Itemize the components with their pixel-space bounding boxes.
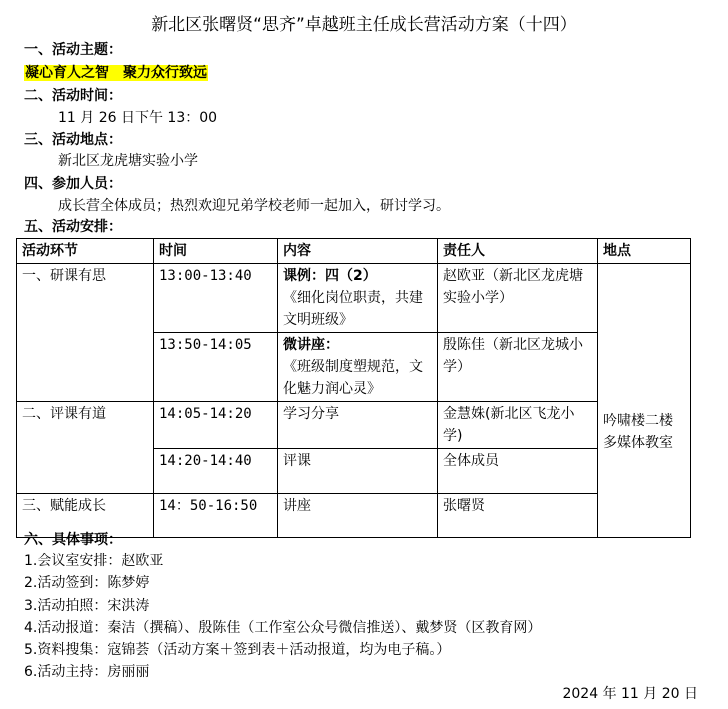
header-person: 责任人 [438, 239, 598, 264]
time-cell: 13:50-14:05 [154, 333, 278, 402]
content-cell [278, 264, 438, 333]
table-header-row [17, 239, 691, 264]
participants-heading: 四、参加人员： [24, 176, 122, 192]
person-cell: 赵欧亚（新北区龙虎塘实验小学） [438, 264, 598, 333]
time-cell: 14:05-14:20 [154, 402, 278, 449]
place-heading: 三、活动地点： [24, 132, 122, 148]
schedule-heading: 五、活动安排： [24, 219, 122, 235]
document-title: 新北区张曙贤“思齐”卓越班主任成长营活动方案（十四） [151, 15, 577, 35]
content-title: 微讲座： [283, 337, 339, 353]
list-item: 1.会议室安排：赵欧亚 [24, 553, 164, 569]
header-location: 地点 [598, 239, 691, 264]
content-text: 《细化岗位职责，共建文明班级》 [283, 290, 423, 328]
list-item: 2.活动签到：陈梦婷 [24, 575, 150, 591]
theme-heading: 一、活动主题： [24, 42, 122, 58]
content-title: 课例：四（2） [283, 268, 377, 284]
place-text: 新北区龙虎塘实验小学 [58, 153, 198, 169]
details-heading: 六、具体事项： [24, 532, 122, 548]
time-text: 11 月 26 日下午 13：00 [58, 110, 218, 126]
time-cell: 13:00-13:40 [154, 264, 278, 333]
header-content: 内容 [278, 239, 438, 264]
location-cell: 吟啸楼二楼多媒体教室 [598, 264, 691, 538]
header-stage: 活动环节 [17, 239, 154, 264]
stage-cell: 一、研课有思 [17, 264, 154, 402]
person-cell: 张曙贤 [438, 494, 598, 538]
stage-cell: 三、赋能成长 [17, 494, 154, 538]
content-cell: 讲座 [278, 494, 438, 538]
person-cell: 殷陈佳（新北区龙城小学） [438, 333, 598, 402]
table-row [17, 264, 691, 333]
person-cell: 金慧姝(新北区飞龙小学) [438, 402, 598, 449]
stage-cell: 二、评课有道 [17, 402, 154, 494]
content-cell: 学习分享 [278, 402, 438, 449]
list-item: 4.活动报道：秦洁（撰稿）、殷陈佳（工作室公众号微信推送）、戴梦贤（区教育网） [24, 620, 542, 636]
time-cell: 14：50-16:50 [154, 494, 278, 538]
content-cell [278, 333, 438, 402]
list-item: 6.活动主持：房丽丽 [24, 664, 150, 680]
list-item: 3.活动拍照：宋洪涛 [24, 598, 150, 614]
time-heading: 二、活动时间： [24, 88, 122, 104]
schedule-table [16, 238, 691, 538]
theme-text: 凝心育人之智 聚力众行致远 [25, 65, 207, 81]
table-row [17, 402, 691, 449]
content-cell: 评课 [278, 449, 438, 494]
document-date: 2024 年 11 月 20 日 [562, 686, 698, 702]
header-time: 时间 [154, 239, 278, 264]
list-item: 5.资料搜集：寇锦荟（活动方案＋签到表＋活动报道，均为电子稿。） [24, 642, 451, 658]
participants-text: 成长营全体成员；热烈欢迎兄弟学校老师一起加入，研讨学习。 [58, 198, 450, 214]
person-cell: 全体成员 [438, 449, 598, 494]
theme-text-line [24, 63, 208, 83]
content-text: 《班级制度塑规范，文化魅力润心灵》 [283, 359, 423, 397]
time-cell: 14:20-14:40 [154, 449, 278, 494]
